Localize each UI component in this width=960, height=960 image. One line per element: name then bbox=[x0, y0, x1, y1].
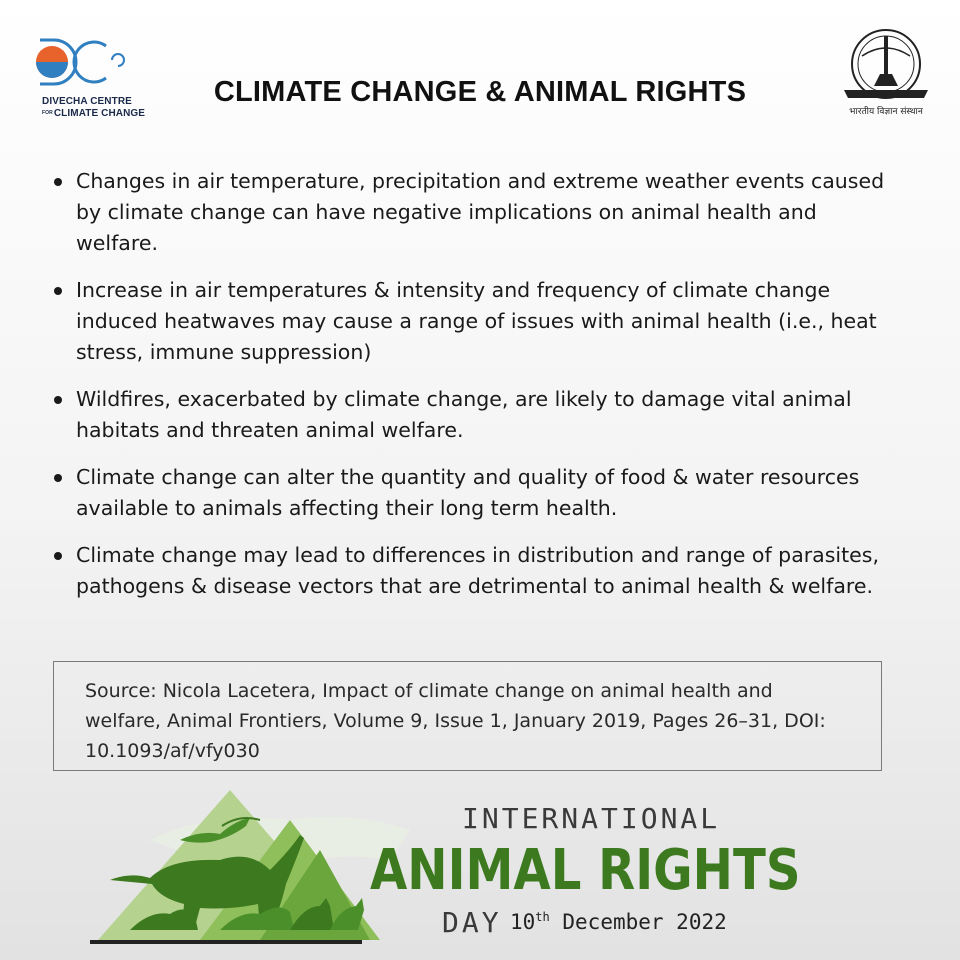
page-title: CLIMATE CHANGE & ANIMAL RIGHTS bbox=[213, 76, 747, 108]
iisc-emblem-icon bbox=[836, 26, 936, 104]
bullet-list bbox=[50, 166, 900, 618]
list-item: Changes in air temperature, precipitation and extreme weather events caused by climate change can have negative implications on animal health and welfare. bbox=[50, 166, 900, 259]
logo-line-2-text: CLIMATE CHANGE bbox=[53, 108, 146, 119]
date-num: 10 bbox=[510, 910, 536, 934]
list-item: Increase in air temperatures & intensity and frequency of climate change induced heatwaves may cause a range of issues with animal health (i.e., heat stress, immune suppression) bbox=[50, 275, 900, 368]
banner-date bbox=[510, 910, 727, 934]
banner-day: DAY bbox=[442, 906, 502, 939]
source-citation: Source: Nicola Lacetera, Impact of climate change on animal health and welfare, Animal Frontiers, Volume 9, Issue 1, January 2019, Pages 26–31, DOI: 10.1093/af/vfy030 bbox=[53, 661, 882, 771]
banner-line-2: ANIMAL RIGHTS bbox=[370, 838, 801, 903]
date-sup: th bbox=[535, 910, 550, 924]
date-rest: December 2022 bbox=[549, 910, 727, 934]
list-item: Climate change can alter the quantity and quality of food & water resources available to animals affecting their long term health. bbox=[50, 462, 900, 524]
logo-for: FOR bbox=[42, 110, 53, 117]
divecha-dc-logo-icon bbox=[32, 32, 132, 92]
logo-line-2 bbox=[42, 108, 145, 119]
list-item: Wildfires, exacerbated by climate change, are likely to damage vital animal habitats and threaten animal welfare. bbox=[50, 384, 900, 446]
banner-line-1: INTERNATIONAL bbox=[462, 802, 721, 835]
divecha-centre-logo bbox=[32, 32, 146, 122]
logo-line-1: DIVECHA CENTRE bbox=[42, 96, 132, 107]
iisc-logo bbox=[836, 26, 936, 122]
iisc-hindi-name: भारतीय विज्ञान संस्थान bbox=[849, 107, 923, 117]
list-item: Climate change may lead to differences in distribution and range of parasites, pathogens & disease vectors that are detrimental to animal health & welfare. bbox=[50, 540, 900, 602]
